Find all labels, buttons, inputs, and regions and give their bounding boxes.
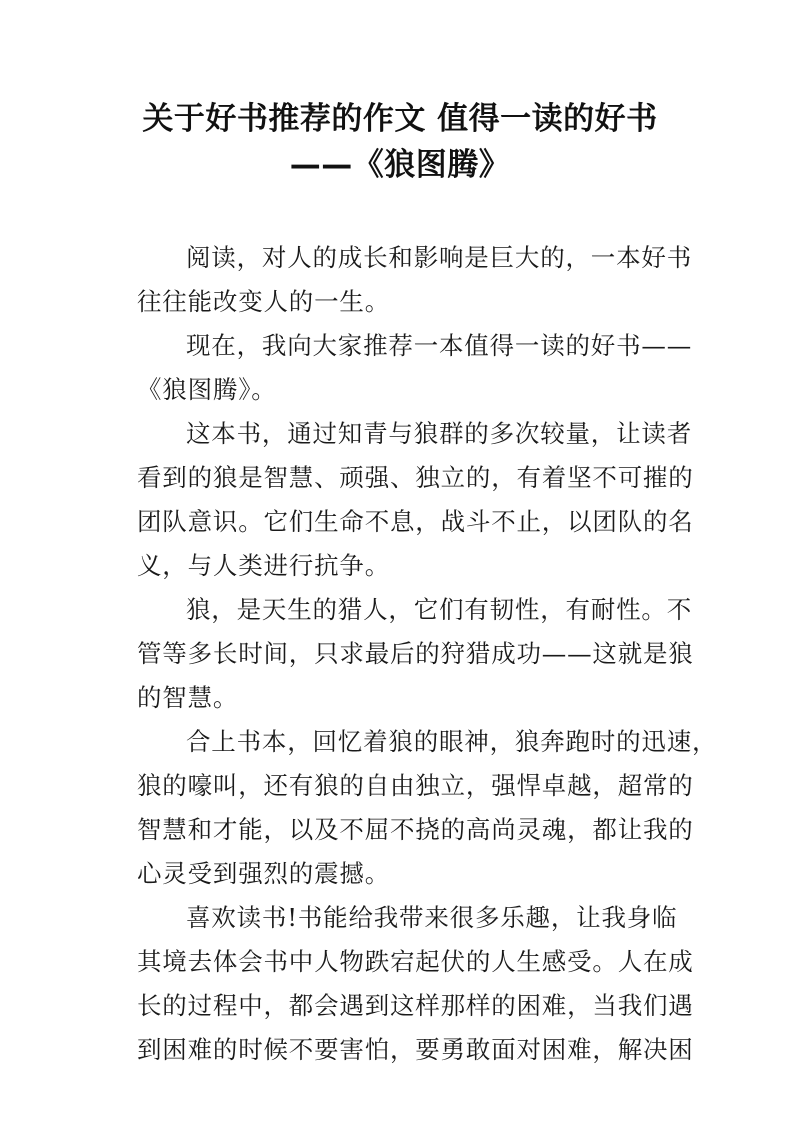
paragraph-6-line-3: 长的过程中，都会遇到这样那样的困难，当我们遇 xyxy=(137,991,694,1020)
paragraph-5-line-3: 智慧和才能，以及不屈不挠的高尚灵魂，都让我的 xyxy=(137,815,694,844)
document-body xyxy=(137,236,718,1072)
paragraph-4-line-2: 管等多长时间，只求最后的狩猎成功——这就是狼 xyxy=(137,639,694,668)
paragraph-1-line-1: 阅读，对人的成长和影响是巨大的，一本好书 xyxy=(186,243,692,272)
paragraph-6-line-4: 到困难的时候不要害怕，要勇敢面对困难，解决困 xyxy=(137,1035,694,1064)
paragraph-6-line-2: 其境去体会书中人物跌宕起伏的人生感受。人在成 xyxy=(137,947,694,976)
paragraph-4-line-1: 狼，是天生的猎人，它们有韧性，有耐性。不 xyxy=(186,595,692,624)
paragraph-1-line-2: 往往能改变人的一生。 xyxy=(137,287,390,316)
paragraph-6-line-1: 喜欢读书!书能给我带来很多乐趣，让我身临 xyxy=(186,903,678,932)
title-line-1: 关于好书推荐的作文 值得一读的好书 xyxy=(142,101,658,137)
document-title xyxy=(120,96,680,188)
paragraph-3-line-2: 看到的狼是智慧、顽强、独立的，有着坚不可摧的 xyxy=(137,463,694,492)
paragraph-4-line-3: 的智慧。 xyxy=(137,683,239,712)
paragraph-3-line-1: 这本书，通过知青与狼群的多次较量，让读者 xyxy=(186,419,692,448)
paragraph-3-line-3: 团队意识。它们生命不息，战斗不止，以团队的名 xyxy=(137,507,694,536)
paragraph-2-line-2: 《狼图腾》。 xyxy=(137,375,277,404)
paragraph-5-line-2: 狼的嚎叫，还有狼的自由独立，强悍卓越，超常的 xyxy=(137,771,694,800)
paragraph-3-line-4: 义，与人类进行抗争。 xyxy=(137,551,390,580)
paragraph-5-line-1: 合上书本，回忆着狼的眼神，狼奔跑时的迅速， xyxy=(186,727,718,756)
paragraph-5-line-4: 心灵受到强烈的震撼。 xyxy=(137,859,390,888)
title-line-2: ——《狼图腾》 xyxy=(289,147,511,183)
paragraph-2-line-1: 现在，我向大家推荐一本值得一读的好书—— xyxy=(186,331,692,360)
